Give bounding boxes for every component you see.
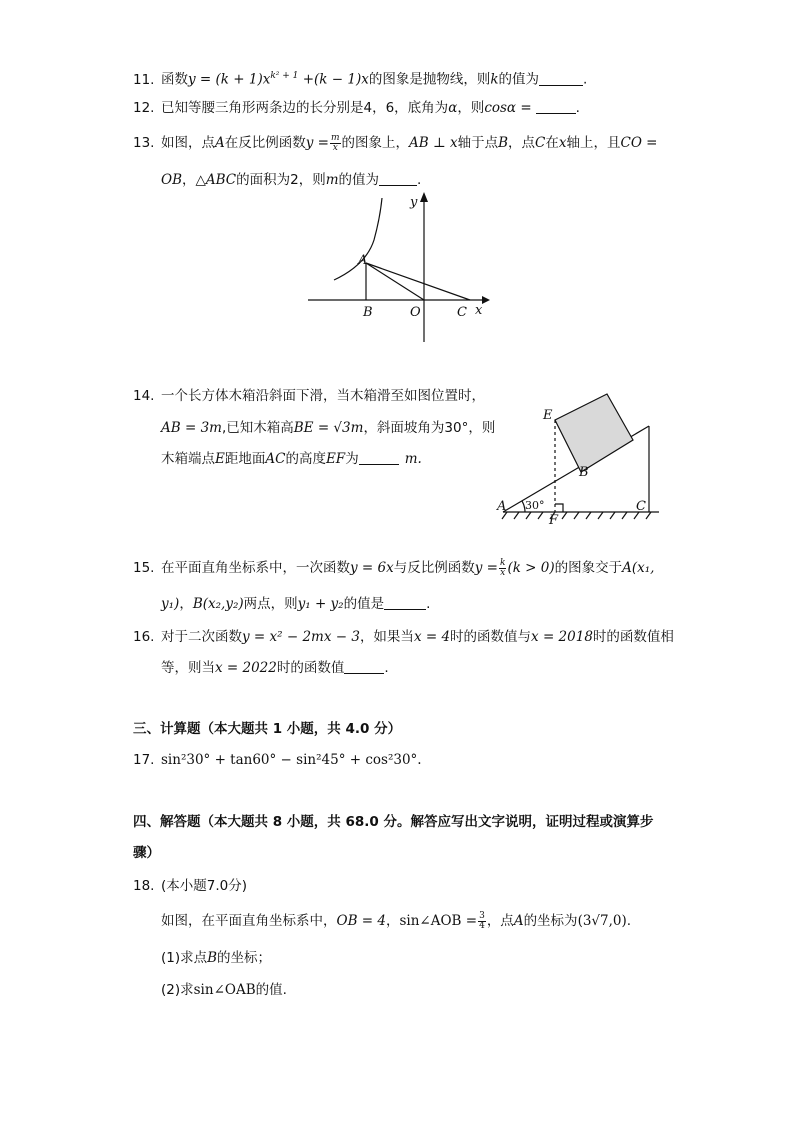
label-c: C [636,499,646,514]
question-18-stem: 如图，在平面直角坐标系中，OB = 4，sin∠AOB = $\frac{3}{4}$ ，点A的坐标为(3√7,0). [161,910,632,931]
question-14: 14. 一个长方体木箱沿斜面下滑，当木箱滑至如图位置时， [133,388,485,404]
label-a: A [358,253,368,268]
answer-blank [379,171,417,186]
section-4-title: 四、解答题（本大题共 8 小题，共 68.0 分。解答应写出文字说明，证明过程或演算步 [133,814,654,830]
answer-blank [384,595,426,610]
question-14-line3: 木箱端点E距地面AC的高度EF为 m. [161,451,422,467]
label-x: x [475,303,483,318]
label-o: O [410,305,421,320]
label-f: F [549,513,559,528]
question-18-part1: (1)求点B的坐标； [161,950,272,966]
fraction-3-over-4: $\frac{3}{4}$ [479,910,485,931]
question-18: 18. (本小题7.0分) [133,878,248,894]
segment-ac [366,263,470,300]
y-axis-arrow [420,192,428,202]
x-axis-arrow [482,296,490,304]
label-a: A [497,499,507,514]
q14-figure [495,400,665,530]
fraction-k-over-x: $\frac{k}{x}$ [499,557,506,578]
question-12: 12. 已知等腰三角形两条边的长分别是4，6，底角为α，则cosα = . [133,100,580,116]
ground-hatching [502,512,651,519]
q13-figure [300,190,500,350]
label-e: E [543,408,553,423]
right-angle-mark [555,504,563,512]
label-y: y [410,195,418,210]
label-angle: 30° [525,499,545,512]
question-13: 13. 如图，点A在反比例函数y = $\frac{m}{x}$ 的图象上，AB ⊥ x轴于点B，点C在x轴上，且CO = [133,132,658,153]
answer-blank [344,659,384,674]
fraction-m-over-x: $\frac{m}{x}$ [330,132,340,153]
label-b: B [579,465,589,480]
answer-blank [536,99,576,114]
section-4-title-cont: 骤） [133,845,160,861]
question-15-line2: y₁)，B(x₂,y₂)两点，则y₁ + y₂的值是 . [161,596,431,612]
question-11: 11. 函数$y = (k + 1)x^{k^2 + 1} +(k - 1)x$的图象是抛物线，则k的值为 . [133,71,588,88]
question-16: 16. 对于二次函数y = x² − 2mx − 3，如果当x = 4时的函数值与x = 2018时的函数值相 [133,629,674,645]
wooden-box [555,394,633,472]
segment-ao [366,263,424,300]
answer-blank [359,450,399,465]
question-17: 17. sin²30° + tan60° − sin²45° + cos²30°. [133,752,422,768]
label-b: B [363,305,373,320]
label-c: C [457,305,467,320]
question-14-line2: AB = 3m,已知木箱高BE = √3m，斜面坡角为30°，则 [161,420,496,436]
question-16-line2: 等，则当x = 2022时的函数值 . [161,660,389,676]
question-18-part2: (2)求sin∠OAB的值. [161,982,287,998]
question-15: 15. 在平面直角坐标系中，一次函数y = 6x与反比例函数y = $\frac{k}{x}$ (k > 0)的图象交于A(x₁, [133,557,655,578]
answer-blank [539,71,583,86]
question-13-line2: OB，△ABC的面积为2，则m的值为 . [161,172,422,188]
section-3-title: 三、计算题（本大题共 1 小题，共 4.0 分） [133,721,402,737]
